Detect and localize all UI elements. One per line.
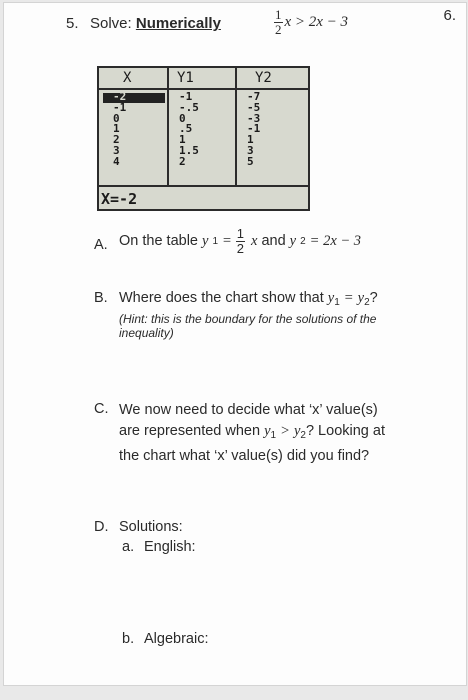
y1-column: [179, 92, 199, 168]
part-d-a-label: a.: [122, 539, 135, 555]
page-marker: 6.: [443, 7, 456, 24]
part-c-text: We now need to decide what ‘x’ value(s) are represented when $y_1 > y_2$? Looking at the chart what ‘x’ value(s) did you find?: [119, 402, 385, 464]
part-d-b-text: Algebraic:: [144, 631, 209, 647]
table-cell: -3: [247, 111, 261, 125]
footer-divider: [99, 185, 308, 187]
table-cell: 1: [247, 133, 254, 147]
table-cell: -7: [247, 90, 261, 103]
table-cell: 2: [179, 154, 186, 168]
table-cell: 3: [247, 143, 254, 157]
question-number: 5.: [66, 15, 79, 32]
table-cell: -1: [179, 90, 193, 103]
part-a-label: A.: [94, 237, 108, 253]
calculator-table-screen: [97, 66, 310, 211]
table-cell: 1: [179, 133, 186, 147]
header-divider: [99, 88, 308, 90]
table-cell: 4: [113, 154, 120, 168]
table-cell: -5: [247, 100, 261, 114]
part-d-b-label: b.: [122, 631, 135, 647]
table-cell: .5: [179, 122, 193, 136]
table-cell: 3: [113, 143, 120, 157]
part-d-label: D.: [94, 519, 109, 535]
column-header-x: X: [123, 70, 132, 86]
part-d-text: Solutions:: [119, 519, 183, 535]
column-header-y1: Y1: [177, 70, 194, 86]
table-cell: -2: [113, 90, 127, 103]
table-cell: 0: [179, 111, 186, 125]
y2-column: [247, 92, 260, 168]
part-b-text: Where does the chart show that $y_1 = y_2$? (Hint: this is the boundary for the solutions of the inequality): [119, 289, 409, 340]
inequality-rest: x > 2x − 3: [284, 14, 349, 30]
column-divider-1: [167, 68, 169, 185]
table-cell: 1.5: [179, 143, 199, 157]
table-cell: 0: [113, 111, 120, 125]
part-a-fraction: $\frac{1}{2}$: [236, 226, 245, 256]
method-label: Numerically: [135, 15, 221, 32]
solve-label: Solve:: [90, 15, 132, 32]
inequality: [274, 8, 348, 37]
column-header-y2: Y2: [255, 70, 272, 86]
calculator-footer: X=-2: [101, 190, 138, 208]
column-divider-2: [235, 68, 237, 185]
worksheet-page: [3, 2, 467, 686]
table-cell: 5: [247, 154, 254, 168]
question-heading: [90, 15, 221, 32]
part-c-label: C.: [94, 401, 109, 417]
table-cell: 1: [113, 122, 120, 136]
x-column: [113, 92, 126, 168]
table-cell: 2: [113, 133, 120, 147]
part-a-text: On the table y 1 = $\frac{1}{2}$ x and y 2 = 2x − 3: [119, 226, 362, 256]
table-cell: -1: [247, 122, 261, 136]
part-b-label: B.: [94, 290, 108, 306]
table-cell: -1: [113, 100, 127, 114]
inequality-fraction: $\frac{1}{2}$: [275, 7, 282, 37]
part-b-hint: (Hint: this is the boundary for the solutions of the inequality): [119, 312, 377, 340]
part-d-a-text: English:: [144, 539, 196, 555]
table-cell: -.5: [179, 100, 199, 114]
